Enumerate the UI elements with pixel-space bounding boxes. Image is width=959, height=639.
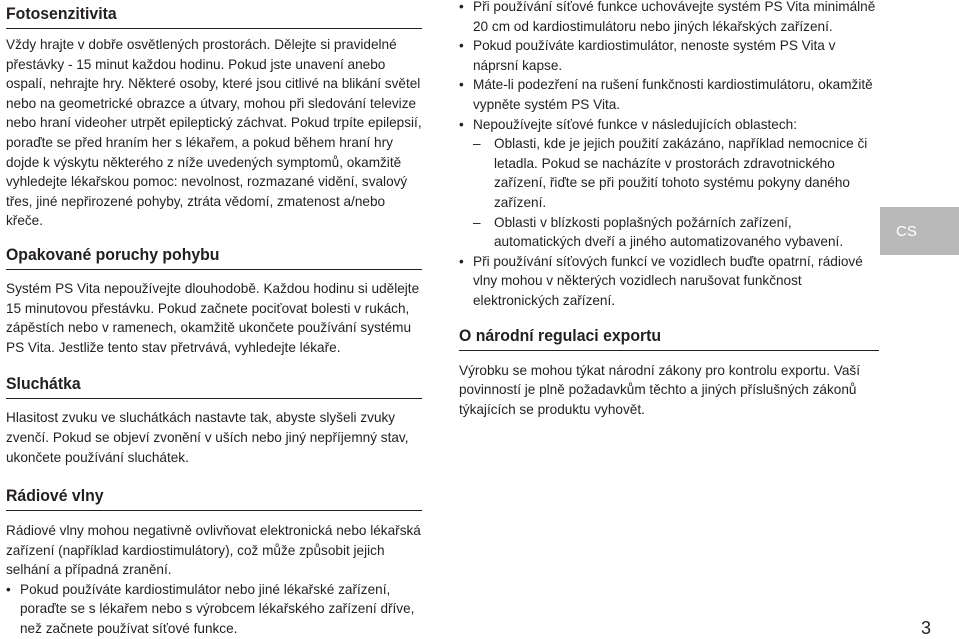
sub-list-item: – Oblasti v blízkosti poplašných požárních zařízení, automatických dveří a jiného automatizovaného vybavení. bbox=[459, 213, 879, 252]
list-item: • Při používání síťových funkcí ve vozidlech buďte opatrní, rádiové vlny mohou v některých vozidlech narušovat funkčnost elektronických zařízení. bbox=[459, 252, 879, 311]
section-repetitive-strain bbox=[6, 244, 422, 357]
section-paragraph: Systém PS Vita nepoužívejte dlouhodobě. Každou hodinu si udělejte 15 minutovou přestávku. Pokud začnete pociťovat bolesti v rukách, zápěstích nebo v ramenech, okamžitě ukončete používání systému PS Vita. Jestliže tento stav přetrvává, vyhledejte lékaře. bbox=[6, 280, 420, 355]
section-title: O národní regulaci exportu bbox=[459, 325, 662, 345]
section-export-regulation bbox=[459, 325, 879, 420]
title-rule bbox=[6, 398, 422, 399]
section-title: Sluchátka bbox=[6, 374, 81, 394]
language-tab-label: CS bbox=[896, 222, 917, 240]
section-paragraph: Rádiové vlny mohou negativně ovlivňovat elektronická nebo lékařská zařízení (například kardiostimulátory), což může způsobit jejich selhání a případná zranění. bbox=[6, 523, 421, 578]
list-item: • Při používání síťové funkce uchovávejte systém PS Vita minimálně 20 cm od kardiostimulátoru nebo jiných lékařských zařízení. bbox=[459, 0, 879, 36]
section-headphones bbox=[6, 373, 422, 467]
list-item: • Nepoužívejte síťové funkce v následujících oblastech: bbox=[459, 115, 879, 135]
left-column bbox=[6, 0, 422, 639]
title-rule bbox=[6, 28, 422, 29]
section-paragraph: Vždy hrajte v dobře osvětlených prostorách. Dělejte si pravidelné přestávky - 15 minut každou hodinu. Pokud jste unavení anebo ospalí, nehrajte hry. Některé osoby, které jsou citlivé na blikání světel nebo na geometrické obrazce a útvary, mohou při sledování televize nebo hraní videoher utrpět epileptický záchvat. Pokud trpíte epilepsií, poraďte se před hraním her s lékařem, a pokud během hraní hry dojde k výskytu některého z níže uvedených symptomů, okamžitě vyhledejte lékařskou pomoc: nevolnost, rozmazané vidění, svalový třes, jiné nepřirozené pohyby, ztráta vědomí, zmatenost a/nebo křeče. bbox=[6, 37, 422, 229]
section-title: Fotosenzitivita bbox=[6, 4, 117, 23]
list-item: • Pokud používáte kardiostimulátor nebo jiné lékařské zařízení, poraďte se s lékařem nebo s výrobcem lékařského zařízení dříve, než začnete používat síťové funkce. bbox=[6, 580, 422, 639]
bullet-list bbox=[6, 580, 422, 639]
list-item: • Pokud používáte kardiostimulátor, nenoste systém PS Vita v náprsní kapse. bbox=[459, 36, 879, 75]
section-photosensitivity bbox=[6, 3, 422, 231]
section-paragraph: Výrobku se mohou týkat národní zákony pro kontrolu exportu. Vaší povinností je plně požadavkům těchto a jiných příslušných zákonů týkajících se produktu vyhovět. bbox=[459, 362, 860, 417]
title-rule bbox=[6, 269, 422, 270]
sub-list-item: – Oblasti, kde je jejich použití zakázáno, například nemocnice či letadla. Pokud se nacházíte v prostorách zdravotnického zařízení, řiďte se při použití tohoto systému pokyny daného zařízení. bbox=[459, 134, 879, 212]
title-rule bbox=[459, 350, 879, 351]
right-column bbox=[459, 0, 879, 419]
section-title: Rádiové vlny bbox=[6, 486, 104, 506]
title-rule bbox=[6, 510, 422, 511]
list-item: • Máte-li podezření na rušení funkčnosti kardiostimulátoru, okamžitě vypněte systém PS Vita. bbox=[459, 75, 879, 114]
page-number: 3 bbox=[920, 618, 931, 638]
section-paragraph: Hlasitost zvuku ve sluchátkách nastavte tak, abyste slyšeli zvuky zvenčí. Pokud se objeví zvonění v uších nebo jiný nepříjemný stav, ukončete používání sluchátek. bbox=[6, 410, 409, 465]
bullet-list bbox=[459, 0, 879, 311]
section-title: Opakované poruchy pohybu bbox=[6, 244, 220, 264]
section-radio-waves bbox=[6, 485, 422, 639]
language-tab bbox=[880, 207, 959, 255]
